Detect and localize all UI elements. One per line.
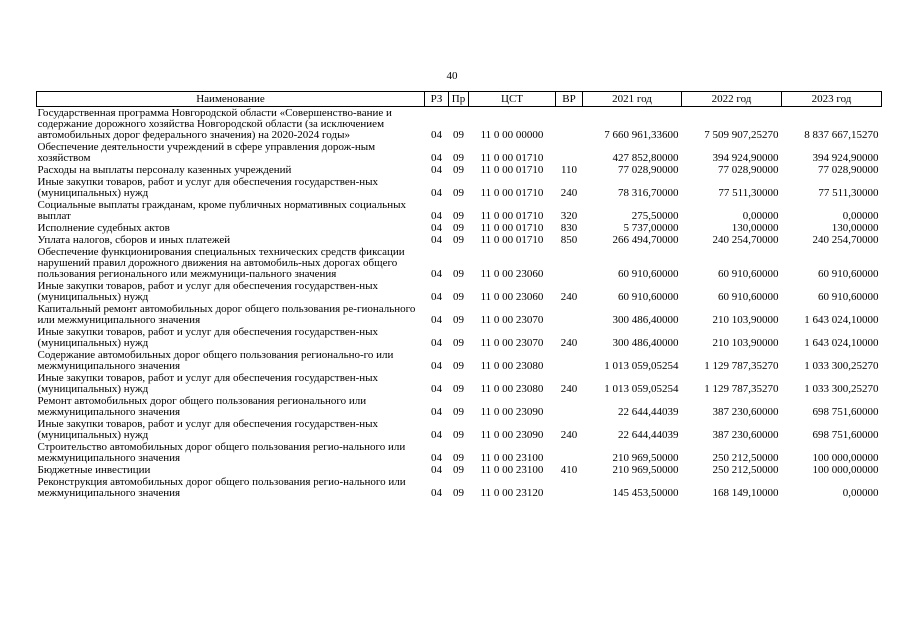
cell-2022: 394 924,90000	[712, 152, 779, 164]
cell-2022: 1 129 787,35270	[704, 383, 779, 395]
header-2022: 2022 год	[682, 92, 782, 107]
cell-vr: 850	[560, 234, 578, 246]
cell-cst: 11 0 00 23060	[480, 291, 544, 303]
cell-vr	[556, 349, 583, 372]
cell-2022: 168 149,10000	[712, 487, 779, 499]
cell-vr	[556, 395, 583, 418]
cell-name: Государственная программа Новгородской области «Совершенство-вание и содержание дорожного хозяйства Новгородской области (за исключением автомобильных дорог федерального значения) на 2020-2024 годы»	[37, 107, 392, 141]
cell-pr: 09	[453, 464, 464, 476]
table-row	[37, 107, 882, 142]
table-row	[37, 418, 882, 441]
cell-vr: 830	[560, 222, 578, 234]
table-row	[37, 441, 882, 464]
table-body	[37, 107, 882, 500]
cell-2023: 60 910,60000	[818, 291, 879, 303]
cell-2023: 698 751,60000	[812, 429, 879, 441]
cell-2021: 427 852,80000	[612, 152, 679, 164]
cell-2023: 60 910,60000	[818, 268, 879, 280]
budget-table	[36, 91, 882, 499]
cell-2021: 60 910,60000	[618, 268, 679, 280]
cell-cst: 11 0 00 01710	[480, 234, 544, 246]
cell-pr: 09	[453, 429, 464, 441]
cell-pr: 09	[453, 268, 464, 280]
cell-name: Социальные выплаты гражданам, кроме публичных нормативных социальных выплат	[37, 199, 406, 222]
cell-pr: 09	[453, 129, 464, 141]
cell-2022: 250 212,50000	[712, 464, 779, 476]
cell-cst: 11 0 00 23090	[480, 406, 544, 418]
cell-2023: 1 643 024,10000	[804, 314, 879, 326]
cell-2022: 387 230,60000	[712, 429, 779, 441]
cell-2023: 8 837 667,15270	[804, 129, 879, 141]
cell-pr: 09	[453, 234, 464, 246]
cell-2021: 1 013 059,05254	[604, 383, 679, 395]
cell-rz: 04	[431, 164, 442, 176]
cell-pr: 09	[453, 337, 464, 349]
cell-2022: 240 254,70000	[712, 234, 779, 246]
cell-name: Бюджетные инвестиции	[37, 464, 151, 476]
cell-2022: 210 103,90000	[712, 337, 779, 349]
cell-vr: 320	[560, 210, 578, 222]
table-row	[37, 464, 882, 476]
cell-2021: 78 316,70000	[618, 187, 679, 199]
header-2023: 2023 год	[782, 92, 882, 107]
cell-rz: 04	[431, 337, 442, 349]
cell-2023: 1 033 300,25270	[804, 383, 879, 395]
table-row	[37, 326, 882, 349]
cell-vr: 410	[560, 464, 578, 476]
cell-rz: 04	[431, 152, 442, 164]
cell-2022: 60 910,60000	[718, 268, 779, 280]
cell-2021: 77 028,90000	[618, 164, 679, 176]
cell-pr: 09	[453, 164, 464, 176]
cell-cst: 11 0 00 23100	[480, 452, 544, 464]
cell-name: Ремонт автомобильных дорог общего пользования регионального или межмуниципального значения	[37, 395, 367, 418]
cell-2021: 275,50000	[631, 210, 679, 222]
cell-rz: 04	[431, 210, 442, 222]
cell-2021: 60 910,60000	[618, 291, 679, 303]
cell-pr: 09	[453, 291, 464, 303]
cell-vr: 240	[560, 429, 578, 441]
cell-rz: 04	[431, 383, 442, 395]
cell-pr: 09	[453, 452, 464, 464]
cell-cst: 11 0 00 23070	[480, 314, 544, 326]
table-row	[37, 234, 882, 246]
cell-2022: 60 910,60000	[718, 291, 779, 303]
cell-2021: 210 969,50000	[612, 452, 679, 464]
header-pr: Пр	[449, 92, 469, 107]
table-row	[37, 176, 882, 199]
cell-2022: 130,00000	[731, 222, 779, 234]
table-row	[37, 280, 882, 303]
cell-cst: 11 0 00 23080	[480, 360, 544, 372]
table-row	[37, 222, 882, 234]
table-row	[37, 199, 882, 222]
header-2021: 2021 год	[583, 92, 682, 107]
cell-2022: 7 509 907,25270	[704, 129, 779, 141]
cell-cst: 11 0 00 01710	[480, 164, 544, 176]
cell-2021: 210 969,50000	[612, 464, 679, 476]
cell-rz: 04	[431, 291, 442, 303]
cell-2022: 77 511,30000	[718, 187, 779, 199]
cell-2023: 130,00000	[831, 222, 879, 234]
table-row	[37, 303, 882, 326]
cell-2022: 210 103,90000	[712, 314, 779, 326]
table-row	[37, 395, 882, 418]
cell-pr: 09	[453, 222, 464, 234]
cell-cst: 11 0 00 01710	[480, 187, 544, 199]
cell-name: Иные закупки товаров, работ и услуг для обеспечения государствен-ных (муниципальных) нужд	[37, 372, 379, 395]
cell-vr: 240	[560, 337, 578, 349]
cell-2022: 387 230,60000	[712, 406, 779, 418]
cell-vr: 240	[560, 291, 578, 303]
cell-rz: 04	[431, 314, 442, 326]
table-row	[37, 372, 882, 395]
cell-2021: 5 737,00000	[623, 222, 679, 234]
cell-2023: 77 028,90000	[818, 164, 879, 176]
cell-rz: 04	[431, 268, 442, 280]
cell-2021: 300 486,40000	[612, 314, 679, 326]
cell-2021: 7 660 961,33600	[604, 129, 679, 141]
cell-name: Уплата налогов, сборов и иных платежей	[37, 234, 231, 246]
cell-2023: 1 033 300,25270	[804, 360, 879, 372]
cell-name: Обеспечение функционирования специальных технических средств фиксации нарушений правил дорожного движения на автомобиль-ных дорогах общего пользования регионального или межмуници-пального значения	[37, 246, 405, 280]
cell-2021: 145 453,50000	[612, 487, 679, 499]
header-rz: РЗ	[425, 92, 449, 107]
cell-vr	[556, 107, 583, 142]
cell-name: Содержание автомобильных дорог общего пользования регионально-го или межмуниципального значения	[37, 349, 394, 372]
cell-cst: 11 0 00 23080	[480, 383, 544, 395]
cell-cst: 11 0 00 23120	[480, 487, 544, 499]
cell-vr	[556, 476, 583, 499]
table-row	[37, 164, 882, 176]
cell-name: Расходы на выплаты персоналу казенных учреждений	[37, 164, 292, 176]
cell-2023: 77 511,30000	[818, 187, 879, 199]
cell-vr	[556, 441, 583, 464]
cell-rz: 04	[431, 234, 442, 246]
cell-name: Капитальный ремонт автомобильных дорог общего пользования ре-гионального или межмуниципального значения	[37, 303, 416, 326]
cell-vr: 110	[560, 164, 578, 176]
cell-pr: 09	[453, 360, 464, 372]
cell-rz: 04	[431, 464, 442, 476]
cell-cst: 11 0 00 00000	[480, 129, 544, 141]
cell-pr: 09	[453, 152, 464, 164]
table-header-row	[37, 92, 882, 107]
cell-2023: 100 000,00000	[812, 452, 879, 464]
cell-2023: 100 000,00000	[812, 464, 879, 476]
table-row	[37, 476, 882, 499]
cell-rz: 04	[431, 452, 442, 464]
cell-2023: 394 924,90000	[812, 152, 879, 164]
cell-cst: 11 0 00 23090	[480, 429, 544, 441]
cell-pr: 09	[453, 187, 464, 199]
cell-2021: 300 486,40000	[612, 337, 679, 349]
cell-pr: 09	[453, 383, 464, 395]
header-vr: ВР	[556, 92, 583, 107]
cell-rz: 04	[431, 187, 442, 199]
cell-2023: 0,00000	[842, 487, 879, 499]
cell-2021: 266 494,70000	[612, 234, 679, 246]
cell-2022: 0,00000	[742, 210, 779, 222]
cell-rz: 04	[431, 487, 442, 499]
cell-vr	[556, 246, 583, 280]
cell-rz: 04	[431, 406, 442, 418]
cell-pr: 09	[453, 210, 464, 222]
cell-cst: 11 0 00 01710	[480, 222, 544, 234]
cell-name: Иные закупки товаров, работ и услуг для обеспечения государствен-ных (муниципальных) нужд	[37, 280, 379, 303]
cell-vr: 240	[560, 383, 578, 395]
header-cst: ЦСТ	[469, 92, 556, 107]
cell-rz: 04	[431, 429, 442, 441]
cell-cst: 11 0 00 01710	[480, 210, 544, 222]
page-number: 40	[446, 70, 458, 82]
cell-name: Иные закупки товаров, работ и услуг для обеспечения государствен-ных (муниципальных) нужд	[37, 418, 379, 441]
cell-2021: 1 013 059,05254	[604, 360, 679, 372]
cell-cst: 11 0 00 23060	[480, 268, 544, 280]
cell-2023: 1 643 024,10000	[804, 337, 879, 349]
cell-vr	[556, 303, 583, 326]
cell-name: Иные закупки товаров, работ и услуг для обеспечения государствен-ных (муниципальных) нужд	[37, 326, 379, 349]
cell-name: Обеспечение деятельности учреждений в сфере управления дорож-ным хозяйством	[37, 141, 376, 164]
cell-2022: 250 212,50000	[712, 452, 779, 464]
cell-cst: 11 0 00 23100	[480, 464, 544, 476]
cell-rz: 04	[431, 360, 442, 372]
cell-name: Реконструкция автомобильных дорог общего пользования регио-нального или межмуниципального значения	[37, 476, 406, 499]
cell-2022: 1 129 787,35270	[704, 360, 779, 372]
cell-name: Иные закупки товаров, работ и услуг для обеспечения государствен-ных (муниципальных) нужд	[37, 176, 379, 199]
cell-vr	[556, 141, 583, 164]
table-row	[37, 246, 882, 280]
table-row	[37, 349, 882, 372]
cell-vr: 240	[560, 187, 578, 199]
cell-name: Исполнение судебных актов	[37, 222, 170, 234]
cell-2021: 22 644,44039	[618, 429, 679, 441]
cell-pr: 09	[453, 487, 464, 499]
cell-cst: 11 0 00 01710	[480, 152, 544, 164]
cell-cst: 11 0 00 23070	[480, 337, 544, 349]
cell-2023: 240 254,70000	[812, 234, 879, 246]
cell-2021: 22 644,44039	[618, 406, 679, 418]
cell-rz: 04	[431, 222, 442, 234]
cell-pr: 09	[453, 314, 464, 326]
cell-2023: 698 751,60000	[812, 406, 879, 418]
cell-2022: 77 028,90000	[718, 164, 779, 176]
table-row	[37, 141, 882, 164]
cell-name: Строительство автомобильных дорог общего пользования регио-нального или межмуниципального значения	[37, 441, 406, 464]
header-name: Наименование	[37, 92, 425, 107]
cell-rz: 04	[431, 129, 442, 141]
cell-2023: 0,00000	[842, 210, 879, 222]
cell-pr: 09	[453, 406, 464, 418]
